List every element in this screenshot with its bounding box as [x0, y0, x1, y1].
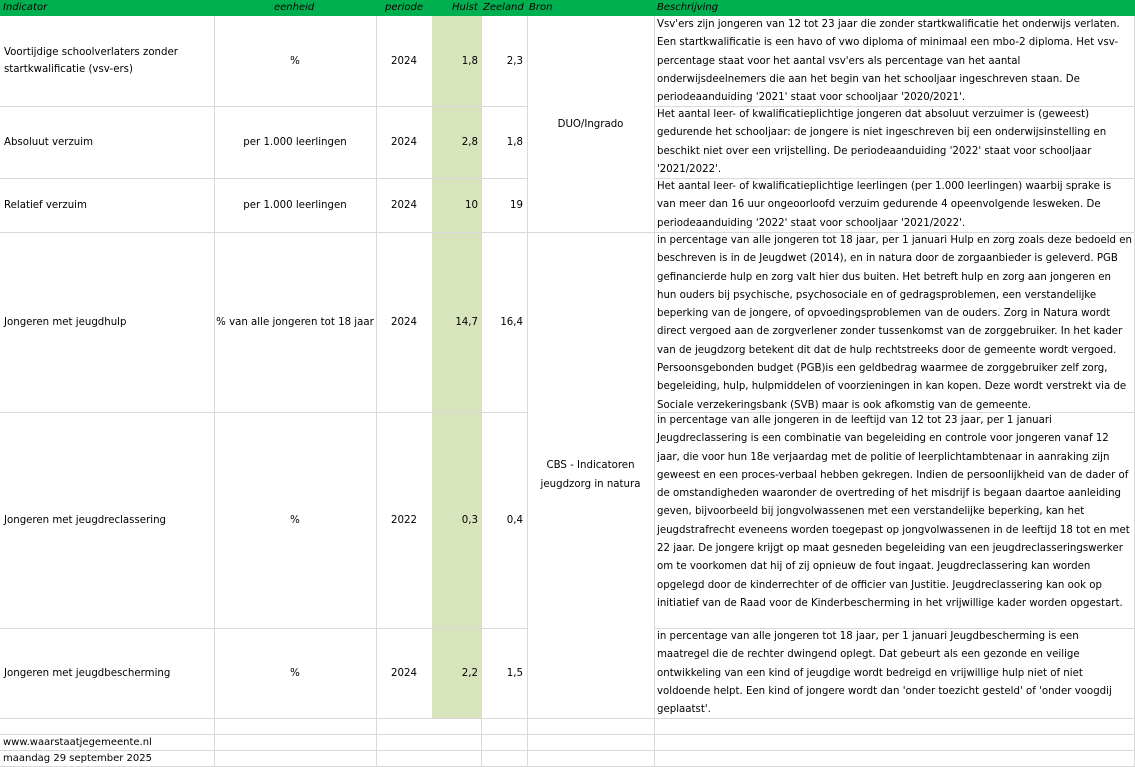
eenheid-cell: per 1.000 leerlingen: [243, 199, 347, 211]
header-bron: Bron: [529, 2, 553, 13]
eenheid-cell: per 1.000 leerlingen: [243, 136, 347, 148]
beschrijving-cell: in percentage van alle jongeren tot 18 jaar, per 1 januari Hulp en zorg zoals deze bedoeld en beschreven is in de Jeugdwet (2014), en in natura door de zorgaanbieder is geleverd. PGB gefinancierde hulp en zorg valt hier dus buiten. Het betreft hulp en zorg aan jongeren en hun ouders bij psychische, psychosociale en of gedragsproblemen, een verstandelijke beperking van de jongere, of opvoedingsproblemen van de ouders. Zorg in Natura wordt direct vergoed aan de zorgverlener zonder tussenkomst van de zorggebruiker. In het kader van de jeugdzorg betekent dit dat de hulp rechtstreeks door de gemeente wordt vergoed. Persoonsgebonden budget (PGB)is een geldbedrag waarmee de zorggebruiker zelf zorg, begeleiding, hulp, hulpmiddelen of voorzieningen in kan kopen. Deze wordt verstrekt via de Sociale verzekeringsbank (SVB) maar is ook afkomstig van de gemeente.: [657, 235, 1132, 411]
eenheid-cell: %: [290, 667, 300, 679]
header-eenheid: eenheid: [274, 2, 315, 13]
hulst-value-cell: 10: [465, 199, 478, 211]
hulst-value-cell: 14,7: [455, 316, 478, 328]
footer-website: www.waarstaatjegemeente.nl: [3, 737, 152, 748]
periode-cell: 2024: [391, 55, 417, 67]
indicator-cell: Voortijdige schoolverlaters zonder startkwalificatie (vsv-ers): [4, 47, 178, 75]
beschrijving-cell: in percentage van alle jongeren tot 18 jaar, per 1 januari Jeugdbescherming is een maatregel die de rechter dwingend oplegt. Dat gebeurt als een gezonde en veilige ontwikkeling van een kind of jeugdige wordt bedreigd en vrijwillige hulp niet of niet voldoende helpt. Een kind of jongere wordt dan 'onder toezicht gesteld' of 'onder voogdij geplaatst'.: [657, 631, 1112, 716]
indicator-cell: Jongeren met jeugdhulp: [4, 316, 127, 328]
periode-cell: 2024: [391, 136, 417, 148]
zeeland-value-cell: 0,4: [506, 514, 523, 526]
zeeland-value-cell: 1,8: [506, 136, 523, 148]
indicator-cell: Relatief verzuim: [4, 199, 87, 211]
indicator-cell: Jongeren met jeugdreclassering: [4, 514, 166, 526]
hulst-value-cell: 1,8: [461, 55, 478, 67]
beschrijving-cell: Het aantal leer- of kwalificatieplichtige leerlingen (per 1.000 leerlingen) waarbij sprake is van meer dan 16 uur ongeoorloofd verzuim gedurende 4 opeenvolgende lesweken. De periodeaanduiding '2022' staat voor schooljaar '2021/2022'.: [657, 181, 1112, 229]
eenheid-cell: %: [290, 55, 300, 67]
header-zeeland: Zeeland: [483, 2, 524, 13]
indicator-cell: Jongeren met jeugdbescherming: [4, 667, 171, 679]
header-periode: periode: [385, 2, 424, 13]
zeeland-value-cell: 16,4: [500, 316, 523, 328]
zeeland-value-cell: 19: [510, 199, 523, 211]
eenheid-cell: % van alle jongeren tot 18 jaar: [216, 316, 374, 328]
bron-cell-cbs: CBS - Indicatoren jeugdzorg in natura: [540, 460, 641, 490]
gridline-horizontal: [0, 734, 1135, 735]
footer-date: maandag 29 september 2025: [3, 753, 153, 764]
zeeland-value-cell: 1,5: [506, 667, 523, 679]
table-header-row: [0, 0, 1135, 16]
hulst-value-cell: 2,8: [461, 136, 478, 148]
periode-cell: 2022: [391, 514, 417, 526]
indicator-cell: Absoluut verzuim: [4, 136, 93, 148]
bron-cell-duo: DUO/Ingrado: [557, 118, 624, 130]
periode-cell: 2024: [391, 316, 417, 328]
hulst-value-cell: 2,2: [461, 667, 478, 679]
periode-cell: 2024: [391, 667, 417, 679]
beschrijving-cell: in percentage van alle jongeren in de leeftijd van 12 tot 23 jaar, per 1 januari Jeugdreclassering is een combinatie van begeleiding en controle voor jongeren vanaf 12 jaar, die voor hun 18e verjaardag met de politie of leerplichtambtenaar in aanraking zijn geweest en een proces-verbaal hebben gekregen. Indien de persoonlijkheid van de dader of de omstandigheden waaronder de overtreding of het misdrijf is begaan daartoe aanleiding geven, bijvoorbeeld bij jongvolwassenen met een verstandelijke beperking, kan het jeugdstrafrecht eveneens worden toegepast op jongvolwassenen in de leeftijd 18 tot en met 22 jaar. De jongere krijgt op maat gesneden begeleiding van een jeugdreclasseringswerker om te voorkomen dat hij of zij opnieuw de fout ingaat. Jeugdreclassering kan worden opgelegd door de kinderrechter of de officier van Justitie. Jeugdreclassering kan ook op initiatief van de Raad voor de Kinderbescherming in het vrijwillige kader worden opgestart.: [657, 415, 1130, 609]
header-beschrijving: Beschrijving: [657, 2, 719, 13]
header-hulst: Hulst: [452, 2, 478, 13]
hulst-value-cell: 0,3: [461, 514, 478, 526]
header-indicator: Indicator: [3, 2, 48, 13]
beschrijving-cell: Vsv'ers zijn jongeren van 12 tot 23 jaar die zonder startkwalificatie het onderwijs verlaten. Een startkwalificatie is een havo of vwo diploma of minimaal een mbo-2 diploma. Het vsv-percentage staat voor het aantal vsv'ers als percentage van het aantal onderwijsdeelnemers die aan het begin van het schooljaar ingeschreven staan. De periodeaanduiding '2021' staat voor schooljaar '2020/2021'.: [657, 19, 1120, 104]
eenheid-cell: %: [290, 514, 300, 526]
zeeland-value-cell: 2,3: [506, 55, 523, 67]
beschrijving-cell: Het aantal leer- of kwalificatieplichtige jongeren dat absoluut verzuimer is (geweest) gedurende het schooljaar: de jongere is niet ingeschreven bij een onderwijsinstelling en beschikt niet over een vrijstelling. De periodeaanduiding '2022' staat voor schooljaar '2021/2022'.: [657, 109, 1107, 175]
periode-cell: 2024: [391, 199, 417, 211]
gridline-horizontal: [0, 750, 1135, 751]
